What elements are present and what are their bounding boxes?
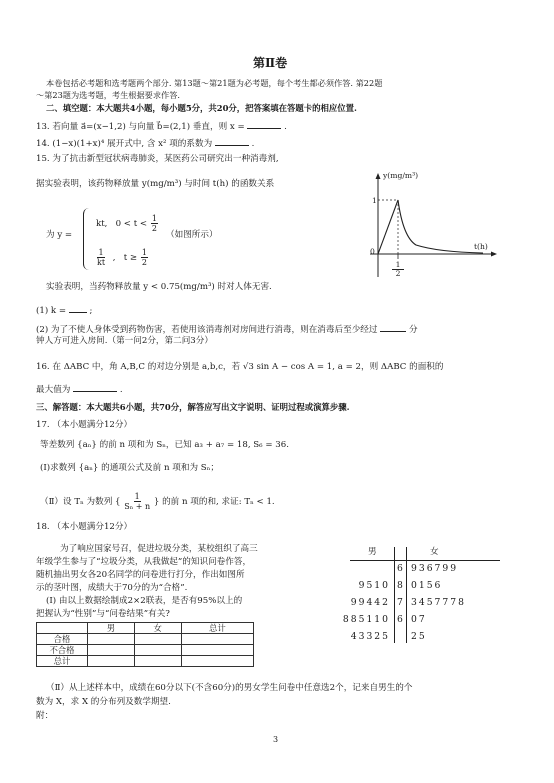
stem-leaf-row-4-left: 885110 [342, 614, 390, 625]
question-17-title: 17. （本小题满分12分） [36, 420, 133, 430]
stem-leaf-divider-right [406, 547, 407, 643]
question-15-sub-1: (1) k = ; [36, 303, 92, 317]
stem-leaf-row-5-right: 25 [411, 631, 427, 642]
stem-leaf-header-right: 女 [430, 547, 439, 557]
answer-blank-14[interactable] [215, 136, 249, 146]
table-row [37, 645, 254, 656]
stem-leaf-row-3-left: 99442 [350, 597, 390, 608]
question-17-part-1: (Ⅰ)求数列 {aₙ} 的通项公式及前 n 项和为 Sₙ； [40, 463, 219, 473]
solution-heading: 三、解答题：本大题共6小题，共70分，解答应写出文字说明、证明过程或演算步骤. [36, 402, 350, 412]
question-17-part-2: （Ⅱ）设 Tₙ 为数列 { $\frac{1}{\text{Sₙ + n}}$ } 的前 n 项的和, 求证: Tₙ < 1. [40, 492, 275, 511]
question-18-appendix: 附： [36, 711, 54, 721]
table-header-row [37, 623, 254, 634]
table-header-cell: 女 [134, 623, 181, 634]
contingency-table [36, 622, 254, 667]
question-18-part-2-line-1: （Ⅱ）从上述样本中，成绩在60分以下(不含60分)的男女学生问卷中任意选2个，记来自男生的个 [46, 683, 413, 693]
stem-leaf-row-2-left: 9510 [358, 580, 390, 591]
question-16-line-2: 最大值为 . [36, 382, 123, 396]
question-15-line-2: 据实验表明，该药物释放量 y(mg/m³) 与时间 t(h) 的函数关系 [36, 179, 275, 189]
question-18-title: 18. （本小题满分12分） [36, 522, 133, 532]
question-18-line-6: 把握认为“性别”与“问卷结果”有关? [36, 609, 170, 619]
graph-x-label: t(h) [474, 242, 488, 251]
question-18-line-4: 示的茎叶图，成绩大于70分的为“合格”. [36, 583, 188, 593]
piecewise-note: （如图所示） [166, 230, 218, 240]
graph-x-tick: 1 2 [392, 261, 404, 278]
table-header-cell [37, 623, 88, 634]
piecewise-case-2: $\frac{1}{kt}$ , t ≥ $\frac{1}{2}$ [97, 248, 147, 267]
question-18-line-1: 为了响应国家号召，促进垃圾分类，某校组织了高三 [60, 544, 258, 554]
question-15-sub-2-cont: 钟人方可进入房间.（第一问2分，第二问3分） [36, 336, 213, 346]
question-14 [36, 136, 254, 150]
question-16-line-1: 16. 在 ΔABC 中，角 A,B,C 的对边分别是 a,b,c，若 √3 sin A − cos A = 1, a = 2，则 ΔABC 的面积的 [36, 362, 444, 372]
stem-leaf-divider-left [394, 547, 395, 643]
answer-blank-15-1[interactable] [69, 303, 87, 313]
table-row [37, 656, 254, 667]
stem-leaf-plot [318, 547, 518, 647]
question-15-experiment: 实验表明，当药物释放量 y < 0.75(mg/m³) 时对人体无害. [46, 282, 272, 292]
table-cell[interactable] [134, 634, 181, 645]
table-row [37, 634, 254, 645]
question-18-line-3: 随机抽出男女各20名同学的问卷进行打分，作出如图所 [36, 570, 245, 580]
question-17-stem: 等差数列 {aₙ} 的前 n 项和为 Sₙ，已知 a₃ + a₇ = 18, S₆ = 36. [40, 440, 289, 450]
page-number: 3 [273, 735, 279, 744]
intro-line-1: 本卷包括必考题和选考题两个部分. 第13题～第21题为必考题，每个考生都必须作答. 第22题 [46, 78, 383, 88]
section-title: 第Ⅱ卷 [253, 56, 288, 70]
answer-blank-15-2[interactable] [380, 322, 406, 332]
question-13-text: 13. 若向量 a⃗=(x−1,2) 与向量 b⃗=(2,1) 垂直，则 x = [36, 122, 245, 132]
fill-in-heading: 二、填空题：本大题共4小题，每小题5分，共20分，把答案填在答题卡的相应位置. [46, 103, 357, 113]
question-13 [36, 119, 287, 133]
question-15-line-1: 15. 为了抗击新型冠状病毒肺炎，某医药公司研究出一种消毒剂, [36, 154, 279, 164]
table-cell[interactable] [181, 656, 253, 667]
function-graph [348, 165, 498, 285]
stem-leaf-row-4-right: 07 [411, 614, 427, 625]
stem-leaf-row-1-stem: 6 [397, 563, 403, 574]
graph-y-tick: 1 [372, 196, 377, 205]
table-header-cell: 男 [88, 623, 135, 634]
graph-y-label: y(mg/m³) [383, 171, 419, 180]
stem-leaf-row-1-right: 936799 [411, 563, 459, 574]
table-row-label: 总计 [37, 656, 88, 667]
question-18-part-2-line-2: 数为 X，求 X 的分布列及数学期望. [36, 697, 171, 707]
stem-leaf-row-2-stem: 8 [397, 580, 403, 591]
table-cell[interactable] [134, 645, 181, 656]
question-14-text: 14. (1−x)(1+x)⁴ 展开式中, 含 x² 项的系数为 [36, 139, 213, 149]
question-15-sub-2: (2) 为了不使人身体受到药物伤害，若使用该消毒剂对房间进行消毒，则在消毒后至少经过 分 [36, 322, 418, 336]
table-cell[interactable] [88, 634, 135, 645]
question-14-end: . [251, 139, 255, 149]
table-cell[interactable] [88, 645, 135, 656]
piecewise-label: 为 y = [46, 230, 73, 240]
piecewise-case-1: kt, 0 < t < $\frac{1}{2}$ [96, 214, 157, 233]
graph-origin: 0 [370, 247, 375, 256]
table-cell[interactable] [181, 645, 253, 656]
stem-leaf-row-4-stem: 6 [397, 614, 403, 625]
stem-leaf-top-line [350, 560, 500, 561]
table-row-label: 不合格 [37, 645, 88, 656]
table-header-cell: 总计 [181, 623, 253, 634]
stem-leaf-row-2-right: 0156 [411, 580, 443, 591]
answer-blank-13[interactable] [247, 119, 281, 129]
answer-blank-16[interactable] [73, 382, 117, 392]
stem-leaf-header-left: 男 [368, 547, 377, 557]
intro-line-2: ～第23题为选考题，考生根据要求作答. [36, 90, 181, 100]
table-cell[interactable] [134, 656, 181, 667]
table-cell[interactable] [88, 656, 135, 667]
stem-leaf-row-5-left: 43325 [350, 631, 390, 642]
stem-leaf-row-3-stem: 7 [397, 597, 403, 608]
piecewise-brace [83, 208, 92, 270]
stem-leaf-row-3-right: 3457778 [411, 597, 466, 608]
table-cell[interactable] [181, 634, 253, 645]
question-18-line-5: (Ⅰ) 由以上数据绘制成2×2联表，是否有95%以上的 [46, 596, 243, 606]
question-18-line-2: 年级学生参与了“垃圾分类，从我做起”的知识问卷作答， [36, 557, 252, 567]
table-row-label: 合格 [37, 634, 88, 645]
question-13-end: . [284, 122, 287, 132]
